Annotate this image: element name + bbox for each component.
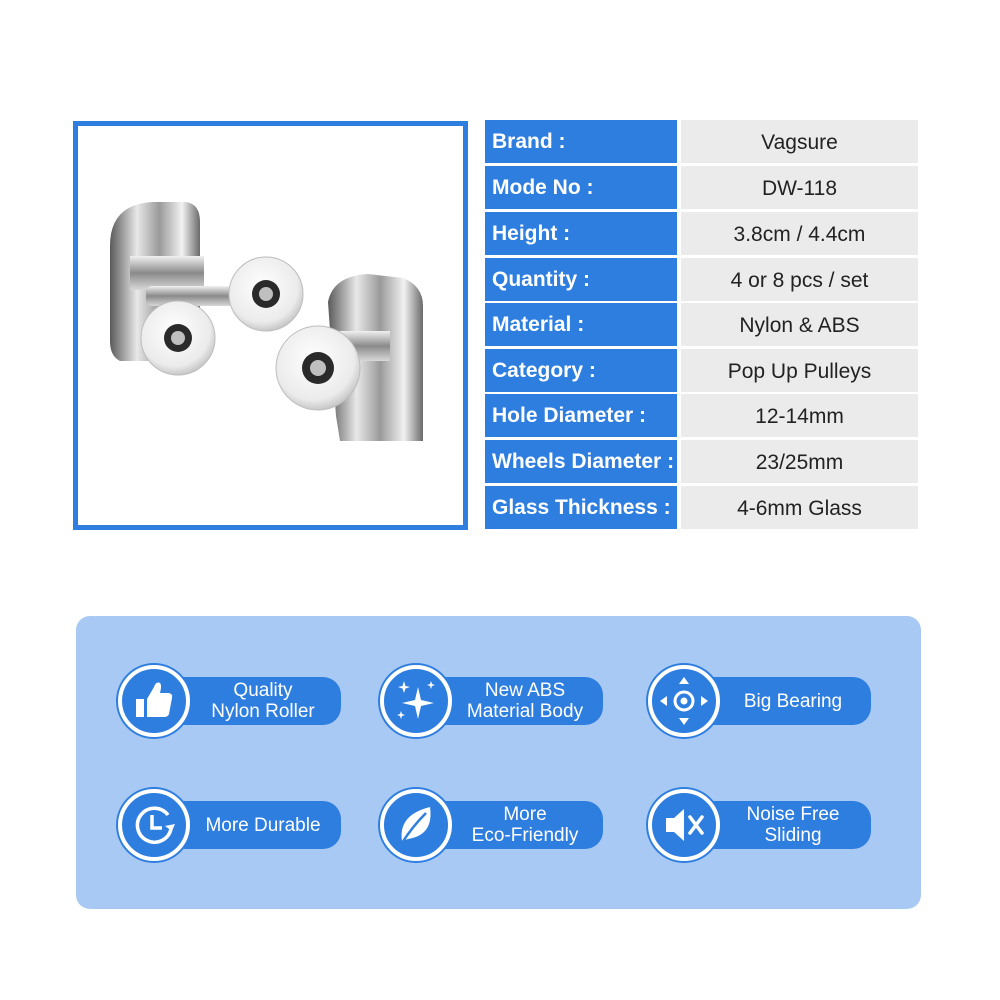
spec-value: Nylon & ABS [681,303,918,346]
spec-value: DW-118 [681,166,918,209]
spec-row-category [485,349,918,392]
spec-value: Vagsure [681,120,918,163]
feature-more-durable [118,789,343,861]
spec-value: 23/25mm [681,440,918,483]
spec-row-wheels-diameter [485,440,918,483]
spec-key: Mode No : [485,166,677,209]
spec-row-glass-thickness [485,486,918,529]
feature-abs-body [380,665,605,737]
spec-value: 3.8cm / 4.4cm [681,212,918,255]
leaf-icon [380,789,452,861]
feature-panel [76,616,921,909]
feature-noise-free [648,789,873,861]
spec-value: 4 or 8 pcs / set [681,258,918,301]
feature-label: More Durable [205,814,321,836]
shower-roller-illustration [78,126,463,525]
spec-key: Wheels Diameter : [485,440,677,483]
spec-row-hole-diameter [485,394,918,437]
thumbs-up-icon [118,665,190,737]
spec-value: 12-14mm [681,394,918,437]
clock-icon [118,789,190,861]
feature-label: More Eco-Friendly [471,804,579,846]
spec-key: Quantity : [485,258,677,301]
spec-key: Brand : [485,120,677,163]
spec-key: Material : [485,303,677,346]
mute-speaker-icon [648,789,720,861]
feature-big-bearing [648,665,873,737]
spec-value: Pop Up Pulleys [681,349,918,392]
spec-row-brand [485,120,918,163]
spec-value: 4-6mm Glass [681,486,918,529]
feature-eco-friendly [380,789,605,861]
spec-row-height [485,212,918,255]
spec-key: Category : [485,349,677,392]
spec-key: Glass Thickness : [485,486,677,529]
spec-key: Hole Diameter : [485,394,677,437]
bearing-arrows-icon [648,665,720,737]
feature-label: Noise Free Sliding [746,804,840,846]
feature-label: Quality Nylon Roller [211,680,315,722]
feature-quality-roller [118,665,343,737]
spec-row-quantity [485,258,918,301]
sparkle-icon [380,665,452,737]
spec-key: Height : [485,212,677,255]
spec-row-material [485,303,918,346]
feature-label: New ABS Material Body [466,680,584,722]
product-image [73,121,468,530]
feature-label: Big Bearing [743,690,843,712]
spec-row-model [485,166,918,209]
